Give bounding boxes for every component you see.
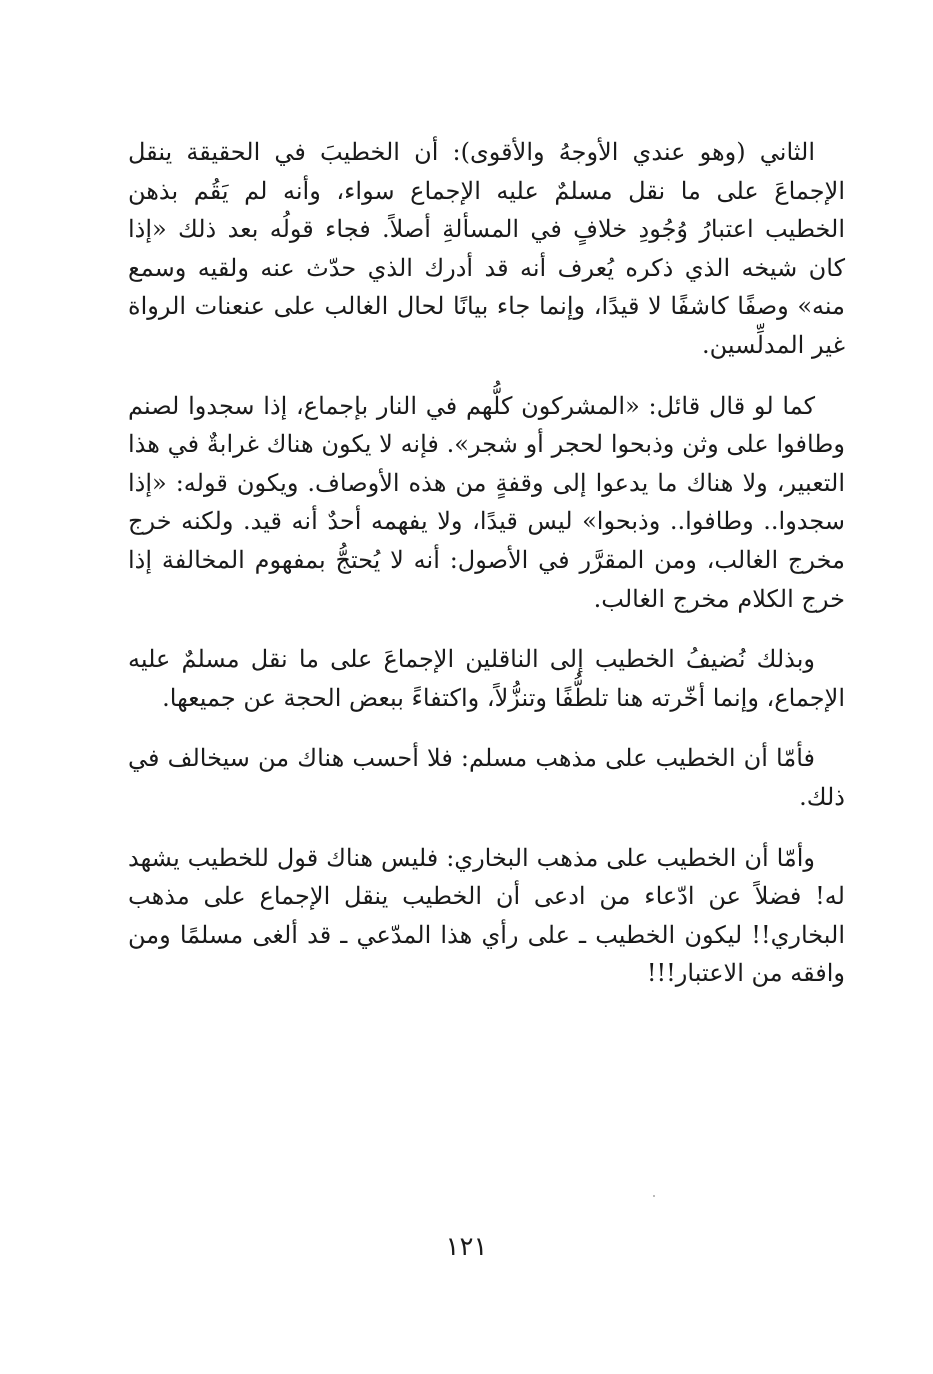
- page-number: ١٢١: [445, 1232, 488, 1262]
- paragraph-5: وأمّا أن الخطيب على مذهب البخاري: فليس هناك قول للخطيب يشهد له! فضلاً عن ادّعاء من ادعى أن الخطيب ينقل الإجماع على مذهب البخاري!! ليكون الخطيب ـ على رأي هذا المدّعي ـ قد ألغى مسلمًا ومن وافقه من الاعتبار!!!: [128, 843, 845, 988]
- body-text: [128, 133, 845, 1015]
- paragraph-1: الثاني (وهو عندي الأوجهُ والأقوى): أن الخطيبَ في الحقيقة ينقل الإجماعَ على ما نقل مسلمٌ عليه الإجماع سواء، وأنه لم يَقُم بذهن الخطيب اعتبارُ وُجُودِ خلافٍ في المسألةِ أصلاً. فجاء قولُه بعد ذلك «إذا كان شيخه الذي ذكره يُعرف أنه قد أدرك الذي حدّث عنه ولقيه وسمع منه» وصفًا كاشفًا لا قيدًا، وإنما جاء بيانًا لحال الغالب على عنعنات الرواة غير المدلِّسين.: [128, 138, 845, 359]
- scan-speck: [653, 1195, 655, 1197]
- paragraph-4: فأمّا أن الخطيب على مذهب مسلم: فلا أحسب هناك من سيخالف في ذلك.: [128, 744, 845, 811]
- paragraph-3: وبذلك نُضيفُ الخطيب إلى الناقلين الإجماعَ على ما نقل مسلمٌ عليه الإجماع، وإنما أخّرته هنا تلطُّفًا وتنزُّلاً، واكتفاءً ببعض الحجة عن جميعها.: [128, 645, 845, 712]
- paragraph-2: كما لو قال قائل: «المشركون كلُّهم في النار بإجماع، إذا سجدوا لصنم وطافوا على وثن وذبحوا لحجر أو شجر». فإنه لا يكون هناك غرابةٌ في هذا التعبير، ولا هناك ما يدعوا إلى وقفةٍ من هذه الأوصاف. ويكون قوله: «إذا سجدوا.. وطافوا.. وذبحوا» ليس قيدًا، ولا يفهمه أحدٌ أنه قيد. ولكنه خرج مخرج الغالب، ومن المقرَّر في الأصول: أنه لا يُحتجُّ بمفهوم المخالفة إذا خرج الكلام مخرج الغالب.: [128, 391, 846, 613]
